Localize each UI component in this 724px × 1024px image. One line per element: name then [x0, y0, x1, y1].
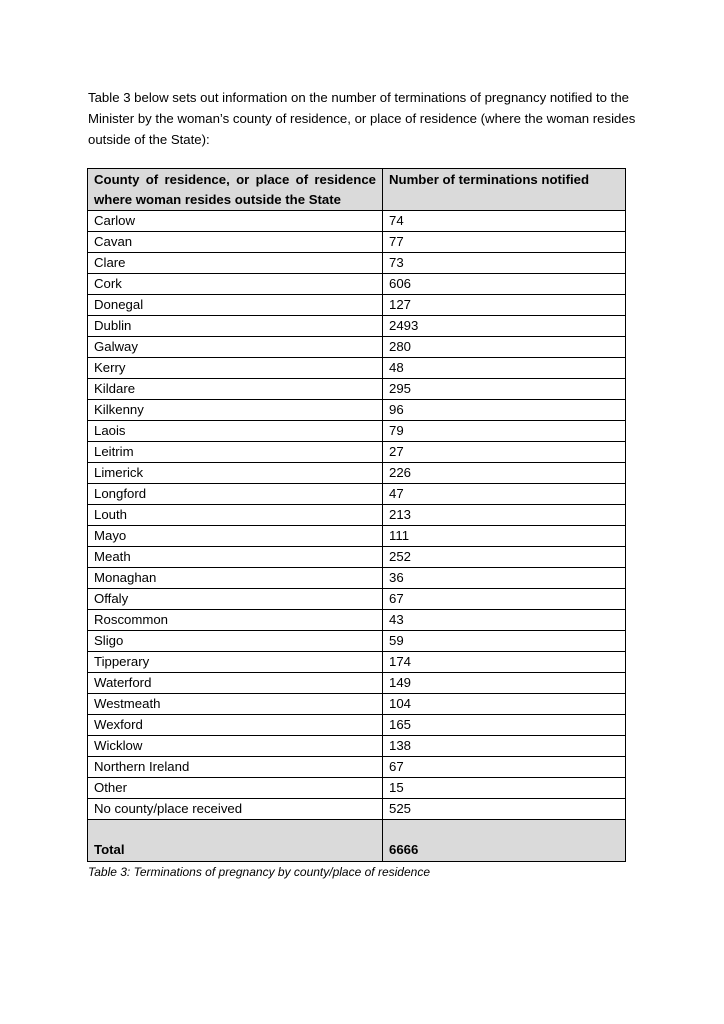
county-cell: Kildare	[88, 379, 383, 400]
table-row	[88, 778, 626, 799]
county-cell: Roscommon	[88, 610, 383, 631]
county-cell: Donegal	[88, 295, 383, 316]
table-header-row	[88, 169, 626, 211]
county-cell: Cork	[88, 274, 383, 295]
count-cell: 252	[383, 547, 626, 568]
count-cell: 27	[383, 442, 626, 463]
county-cell: Tipperary	[88, 652, 383, 673]
count-cell: 525	[383, 799, 626, 820]
total-label: Total	[88, 820, 383, 862]
county-cell: Wicklow	[88, 736, 383, 757]
count-cell: 79	[383, 421, 626, 442]
county-cell: Mayo	[88, 526, 383, 547]
table-row	[88, 547, 626, 568]
count-cell: 127	[383, 295, 626, 316]
county-cell: Dublin	[88, 316, 383, 337]
count-cell: 111	[383, 526, 626, 547]
count-cell: 226	[383, 463, 626, 484]
table-body	[88, 211, 626, 862]
table-row	[88, 757, 626, 778]
count-cell: 174	[383, 652, 626, 673]
table-row	[88, 610, 626, 631]
count-cell: 77	[383, 232, 626, 253]
county-cell: Cavan	[88, 232, 383, 253]
count-cell: 48	[383, 358, 626, 379]
count-cell: 149	[383, 673, 626, 694]
county-cell: Kerry	[88, 358, 383, 379]
table-caption: Table 3: Terminations of pregnancy by county/place of residence	[88, 865, 430, 879]
table-row	[88, 421, 626, 442]
count-cell: 73	[383, 253, 626, 274]
table-row	[88, 715, 626, 736]
county-cell: Laois	[88, 421, 383, 442]
table-row	[88, 400, 626, 421]
county-cell: Leitrim	[88, 442, 383, 463]
table-row	[88, 673, 626, 694]
table-row	[88, 295, 626, 316]
table-row	[88, 274, 626, 295]
county-cell: Westmeath	[88, 694, 383, 715]
count-cell: 165	[383, 715, 626, 736]
county-cell: Other	[88, 778, 383, 799]
table-row	[88, 442, 626, 463]
county-cell: Limerick	[88, 463, 383, 484]
table-row	[88, 337, 626, 358]
county-cell: Sligo	[88, 631, 383, 652]
county-cell: No county/place received	[88, 799, 383, 820]
count-cell: 280	[383, 337, 626, 358]
header-county: County of residence, or place of residence where woman resides outside the State	[88, 169, 383, 211]
count-cell: 47	[383, 484, 626, 505]
count-cell: 2493	[383, 316, 626, 337]
terminations-table	[87, 168, 626, 862]
county-cell: Louth	[88, 505, 383, 526]
table-row	[88, 463, 626, 484]
table-row	[88, 316, 626, 337]
table-row	[88, 484, 626, 505]
table-row	[88, 232, 626, 253]
count-cell: 15	[383, 778, 626, 799]
count-cell: 74	[383, 211, 626, 232]
county-cell: Wexford	[88, 715, 383, 736]
table-row	[88, 211, 626, 232]
county-cell: Longford	[88, 484, 383, 505]
table-row	[88, 631, 626, 652]
table-row	[88, 652, 626, 673]
count-cell: 138	[383, 736, 626, 757]
table-row	[88, 358, 626, 379]
county-cell: Meath	[88, 547, 383, 568]
count-cell: 59	[383, 631, 626, 652]
county-cell: Clare	[88, 253, 383, 274]
county-cell: Northern Ireland	[88, 757, 383, 778]
table-row	[88, 568, 626, 589]
count-cell: 104	[383, 694, 626, 715]
table-row	[88, 526, 626, 547]
count-cell: 96	[383, 400, 626, 421]
count-cell: 606	[383, 274, 626, 295]
count-cell: 36	[383, 568, 626, 589]
table-row	[88, 799, 626, 820]
county-cell: Kilkenny	[88, 400, 383, 421]
total-count: 6666	[383, 820, 626, 862]
county-cell: Monaghan	[88, 568, 383, 589]
table-row	[88, 589, 626, 610]
count-cell: 67	[383, 589, 626, 610]
county-cell: Galway	[88, 337, 383, 358]
table-row	[88, 253, 626, 274]
count-cell: 213	[383, 505, 626, 526]
county-cell: Waterford	[88, 673, 383, 694]
count-cell: 43	[383, 610, 626, 631]
table-row	[88, 505, 626, 526]
table-row	[88, 736, 626, 757]
table-total-row	[88, 820, 626, 862]
count-cell: 295	[383, 379, 626, 400]
header-count: Number of terminations notified	[383, 169, 626, 211]
table-row	[88, 379, 626, 400]
table-row	[88, 694, 626, 715]
count-cell: 67	[383, 757, 626, 778]
county-cell: Carlow	[88, 211, 383, 232]
intro-paragraph: Table 3 below sets out information on the number of terminations of pregnancy notified to the Minister by the woman’s county of residence, or place of residence (where the woman resides outside of the State):	[88, 90, 636, 147]
county-cell: Offaly	[88, 589, 383, 610]
